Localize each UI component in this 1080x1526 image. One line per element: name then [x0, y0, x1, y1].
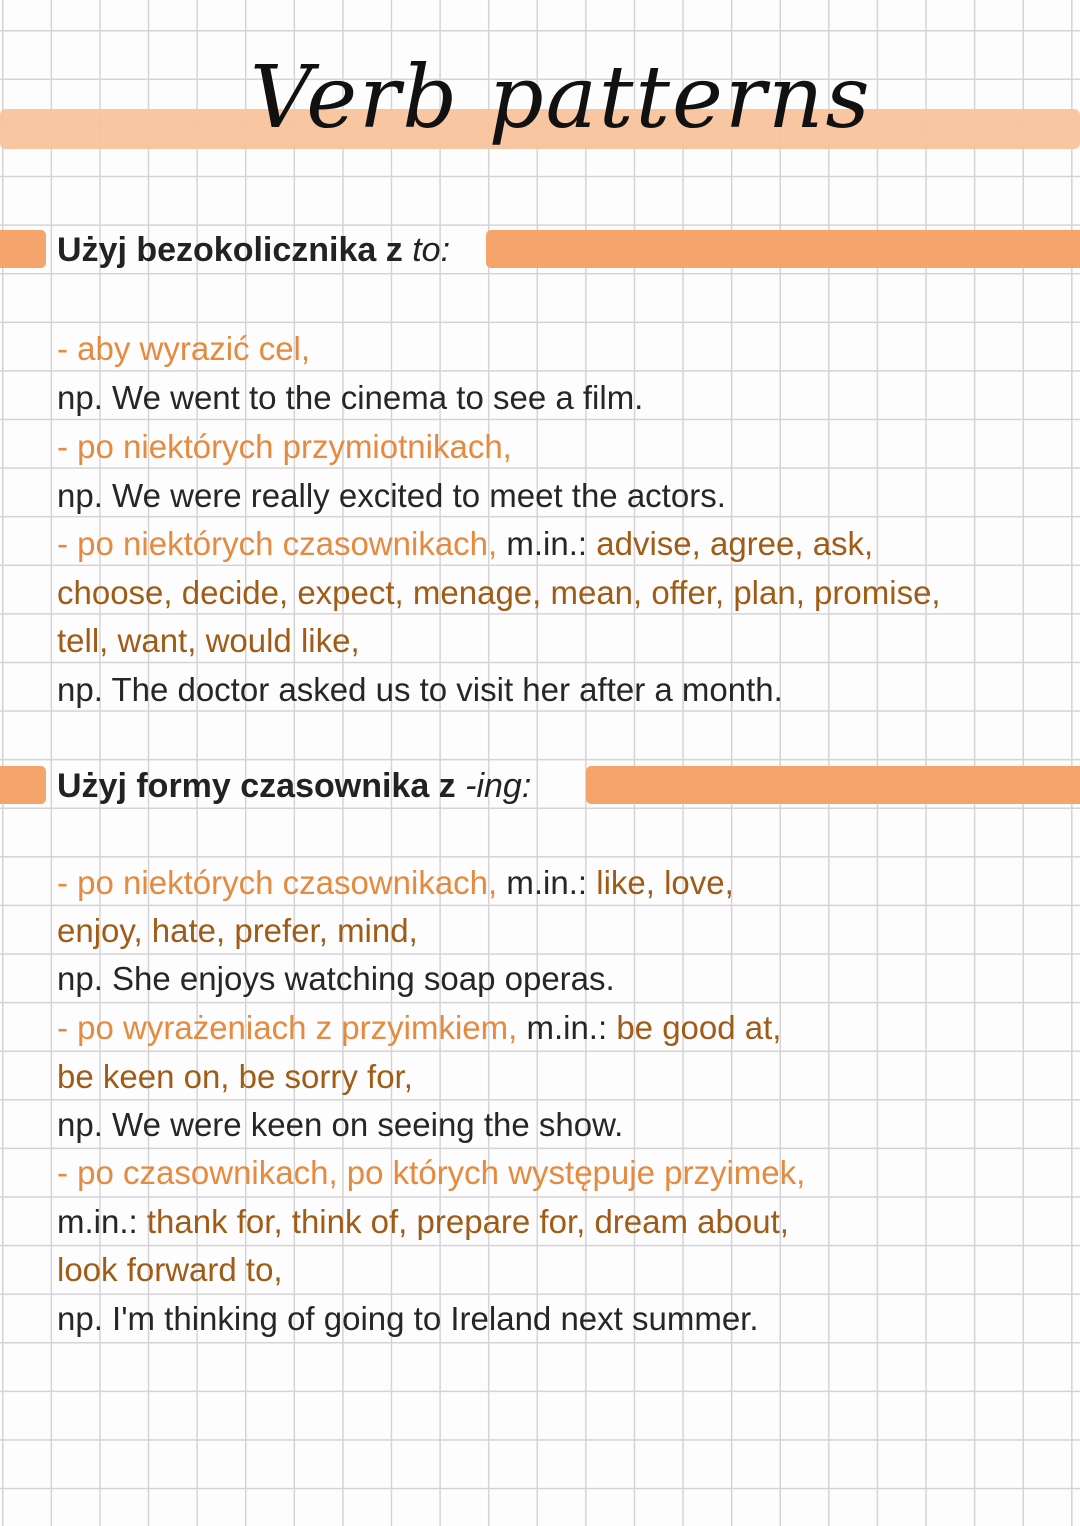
s2-rule-3-words-line: m.in.: thank for, think of, prepare for, dream about,: [57, 1203, 789, 1240]
s2-example-1: np. She enjoys watching soap operas.: [57, 960, 615, 997]
s2-words-line-3: look forward to,: [57, 1251, 283, 1288]
section1-heading-bar: [486, 230, 1080, 268]
s2-words-line-1: enjoy, hate, prefer, mind,: [57, 912, 418, 949]
s1-example-1: np. We went to the cinema to see a film.: [57, 379, 644, 416]
section2-heading: Użyj formy czasownika z -ing:: [57, 767, 532, 805]
s1-example-2: np. We were really excited to meet the actors.: [57, 477, 726, 514]
s1-rule-3-line: - po niektórych czasownikach, m.in.: advise, agree, ask,: [57, 525, 874, 562]
s2-example-2: np. We were keen on seeing the show.: [57, 1106, 624, 1143]
s1-rule-1: - aby wyrazić cel,: [57, 330, 311, 367]
section2-heading-bar: [586, 766, 1080, 804]
s2-rule-2-line: - po wyrażeniach z przyimkiem, m.in.: be good at,: [57, 1009, 782, 1046]
section1-heading: Użyj bezokolicznika z to:: [57, 231, 451, 269]
s1-rule-2: - po niektórych przymiotnikach,: [57, 428, 512, 465]
section1-tab-marker: [0, 230, 46, 268]
s1-example-3: np. The doctor asked us to visit her after a month.: [57, 671, 783, 708]
s2-words-line-2: be keen on, be sorry for,: [57, 1058, 413, 1095]
s2-rule-1-line: - po niektórych czasownikach, m.in.: like, love,: [57, 864, 734, 901]
s1-words-line-2: choose, decide, expect, menage, mean, offer, plan, promise,: [57, 574, 941, 611]
section2-tab-marker: [0, 766, 46, 804]
page-title: Verb patterns: [250, 48, 872, 148]
s1-words-line-3: tell, want, would like,: [57, 622, 360, 659]
s2-rule-3: - po czasownikach, po których występuje przyimek,: [57, 1154, 806, 1191]
s2-example-3: np. I'm thinking of going to Ireland next summer.: [57, 1300, 759, 1337]
